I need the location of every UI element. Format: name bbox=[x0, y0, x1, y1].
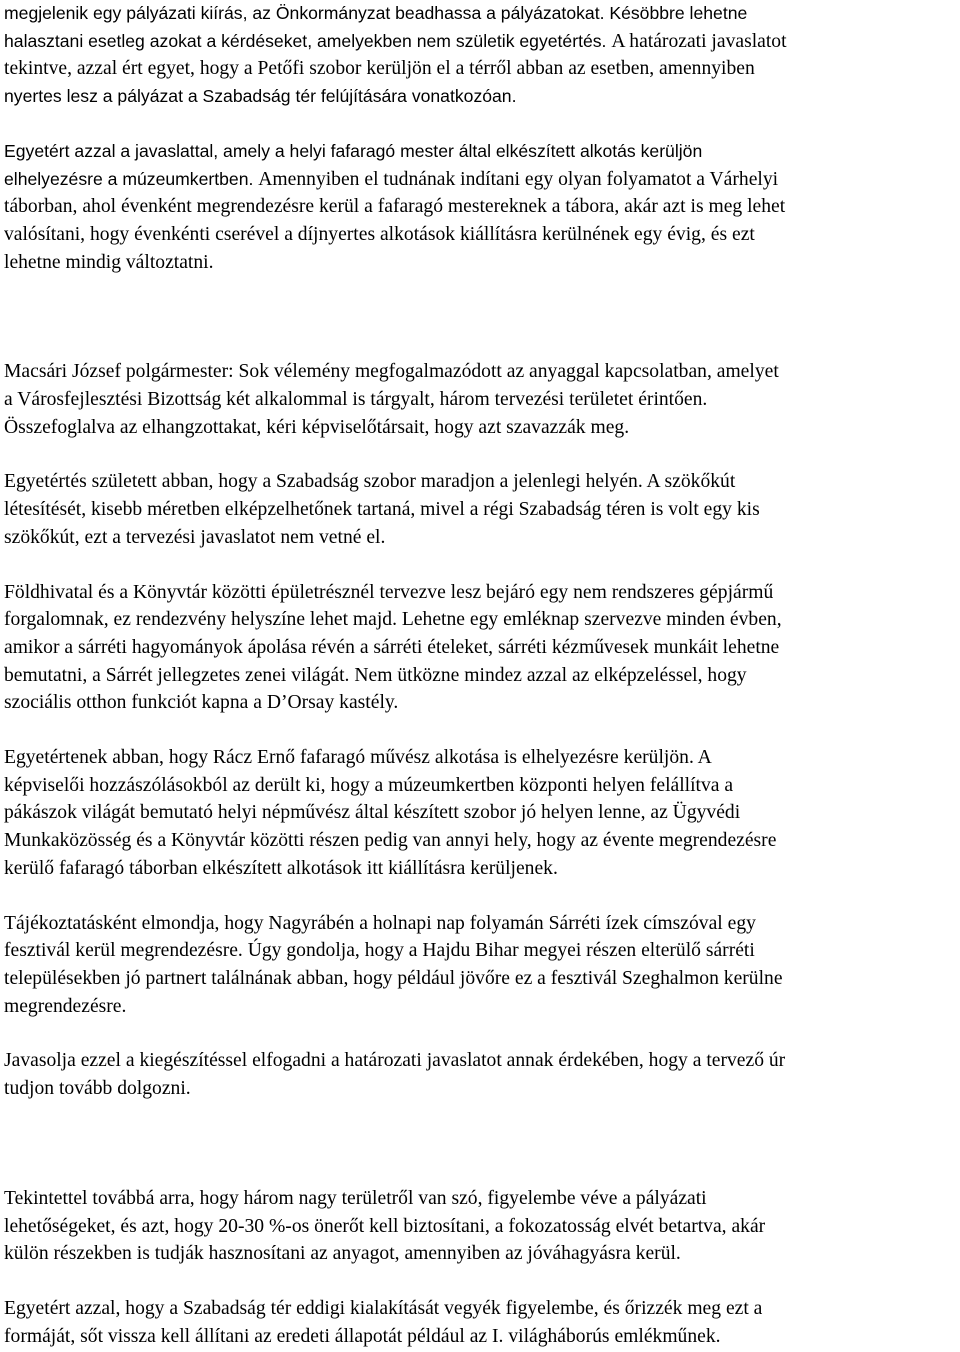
text-segment: Egyetért azzal a javaslattal, amely a helyi fafaragó mester által elkészített alkotás kerüljön bbox=[4, 140, 703, 161]
text-segment: Amennyiben el tudnának indítani egy olyan folyamatot a Várhelyi bbox=[258, 168, 779, 190]
text-segment: Egyetértés született abban, hogy a Szabadság szobor maradjon a jelenlegi helyén. A szökőkút bbox=[4, 471, 736, 493]
paragraph bbox=[4, 579, 958, 718]
text-line bbox=[4, 689, 958, 717]
text-line bbox=[4, 358, 958, 386]
text-segment: nyertes lesz a pályázat a Szabadság tér felújítására vonatkozóan. bbox=[4, 86, 517, 107]
text-line bbox=[4, 827, 958, 855]
text-line bbox=[4, 993, 958, 1021]
text-segment: Munkaközösség és a Könyvtár közötti részen pedig van annyi hely, hogy az évente megrendezésre bbox=[4, 830, 777, 852]
text-line bbox=[4, 1213, 958, 1241]
text-line bbox=[4, 937, 958, 965]
text-line bbox=[4, 965, 958, 993]
text-line bbox=[4, 579, 958, 607]
paragraph-spacer bbox=[4, 1020, 958, 1047]
paragraph-spacer bbox=[4, 111, 958, 138]
text-segment: tudjon tovább dolgozni. bbox=[4, 1078, 191, 1100]
paragraph bbox=[4, 744, 958, 883]
paragraph bbox=[4, 358, 958, 441]
text-line bbox=[4, 744, 958, 772]
paragraph bbox=[4, 1047, 958, 1102]
text-line bbox=[4, 524, 958, 552]
text-line bbox=[4, 1075, 958, 1103]
document-page bbox=[4, 0, 958, 1350]
text-segment: a Városfejlesztési Bizottság két alkalommal is tárgyalt, három tervezési területet érintően. bbox=[4, 389, 708, 411]
text-segment: Tekintettel továbbá arra, hogy három nagy területről van szó, figyelembe véve a pályázati bbox=[4, 1187, 707, 1209]
text-segment: Javasolja ezzel a kiegészítéssel elfogadni a határozati javaslatot annak érdekében, hogy a tervező úr bbox=[4, 1050, 786, 1072]
text-segment: Egyetért azzal, hogy a Szabadság tér eddigi kialakítását vegyék figyelembe, és őrizzék meg ezt a bbox=[4, 1297, 763, 1319]
text-line bbox=[4, 55, 958, 83]
text-line bbox=[4, 0, 958, 28]
text-line bbox=[4, 193, 958, 221]
text-segment: Egyetértenek abban, hogy Rácz Ernő fafaragó művész alkotása is elhelyezésre kerüljön. A bbox=[4, 747, 712, 769]
paragraph-spacer bbox=[4, 1103, 958, 1185]
text-segment: pákászok világát bemutató helyi népművész által készített szobor jó helyen lenne, az Ügyvédi bbox=[4, 802, 741, 824]
text-line bbox=[4, 496, 958, 524]
paragraph bbox=[4, 1295, 958, 1350]
text-segment: Macsári József polgármester: Sok vélemény megfogalmazódott az anyaggal kapcsolatban, amelyet bbox=[4, 361, 779, 383]
paragraph-spacer bbox=[4, 552, 958, 579]
text-segment: lehetőségeket, és azt, hogy 20-30 %-os önerőt kell biztosítani, a fokozatosság elvét betartva, akár bbox=[4, 1215, 766, 1237]
text-line bbox=[4, 221, 958, 249]
paragraph-spacer bbox=[4, 883, 958, 910]
text-segment: külön részekben is tudják hasznosítani az anyagot, amennyiben az jóváhagyásra kerül. bbox=[4, 1243, 681, 1265]
text-line bbox=[4, 1323, 958, 1351]
text-segment: táborban, ahol évenként megrendezésre kerül a fafaragó mestereknek a tábora, akár azt is meg lehet bbox=[4, 196, 786, 218]
text-segment: valósítani, hogy évenkénti cserével a díjnyertes alkotások kiállításra kerülnének egy évig, és ezt bbox=[4, 223, 755, 245]
text-segment: halasztani esetleg azokat a kérdéseket, amelyekben nem születik egyetértés. bbox=[4, 30, 612, 51]
text-segment: szociális otthon funkciót kapna a D’Orsay kastély. bbox=[4, 692, 399, 714]
text-segment: formáját, sőt vissza kell állítani az eredeti állapotát például az I. világháborús emlékműnek. bbox=[4, 1325, 721, 1347]
text-line bbox=[4, 386, 958, 414]
paragraph-spacer bbox=[4, 276, 958, 358]
text-segment: bemutatni, a Sárrét jellegzetes zenei világát. Nem ütközne mindez azzal az elképzeléssel, hogy bbox=[4, 664, 747, 686]
text-segment: elhelyezésre a múzeumkertben. bbox=[4, 168, 259, 189]
text-line bbox=[4, 249, 958, 277]
text-segment: lehetne mindig változtatni. bbox=[4, 251, 214, 273]
text-line bbox=[4, 166, 958, 194]
text-segment: szökőkút, ezt a tervezési javaslatot nem vetné el. bbox=[4, 526, 386, 548]
text-line bbox=[4, 662, 958, 690]
text-segment: megjelenik egy pályázati kiírás, az Önkormányzat beadhassa a pályázatokat. Késöbbre lehetne bbox=[4, 3, 748, 23]
paragraph bbox=[4, 1185, 958, 1268]
text-segment: forgalomnak, ez rendezvény helyszíne lehet majd. Lehetne egy emléknap szervezve minden évben, bbox=[4, 609, 782, 631]
text-line bbox=[4, 1047, 958, 1075]
text-segment: Földhivatal és a Könyvtár közötti épületrésznél tervezve lesz bejáró egy nem rendszeres gépjármű bbox=[4, 581, 774, 603]
paragraph-spacer bbox=[4, 1268, 958, 1295]
paragraph bbox=[4, 910, 958, 1021]
text-segment: kerülő fafaragó táborban elkészített alkotások itt kiállításra kerüljenek. bbox=[4, 857, 558, 879]
text-line bbox=[4, 634, 958, 662]
text-line bbox=[4, 772, 958, 800]
text-segment: fesztivál kerül megrendezésre. Úgy gondolja, hogy a Hajdu Bihar megyei részen elterülő sárréti bbox=[4, 940, 755, 962]
text-line bbox=[4, 910, 958, 938]
text-line bbox=[4, 855, 958, 883]
text-line bbox=[4, 28, 958, 56]
paragraph bbox=[4, 468, 958, 551]
text-segment: településekben jó partnert találnának abban, hogy például jövőre ez a fesztivál Szeghalmon kerülne bbox=[4, 967, 783, 989]
text-line bbox=[4, 1240, 958, 1268]
paragraph bbox=[4, 138, 958, 277]
text-segment: megrendezésre. bbox=[4, 995, 127, 1017]
text-line bbox=[4, 414, 958, 442]
text-segment: amikor a sárréti hagyományok ápolása révén a sárréti ételeket, sárréti kézművesek munkáit lehetne bbox=[4, 636, 780, 658]
text-line bbox=[4, 468, 958, 496]
text-segment: létesítését, kisebb méretben elképzelhetőnek tartaná, mivel a régi Szabadság téren is volt egy kis bbox=[4, 499, 760, 521]
paragraph-spacer bbox=[4, 441, 958, 468]
paragraph-spacer bbox=[4, 717, 958, 744]
text-line bbox=[4, 138, 958, 166]
text-segment: Tájékoztatásként elmondja, hogy Nagyrábén a holnapi nap folyamán Sárréti ízek címszóval egy bbox=[4, 912, 756, 934]
text-line bbox=[4, 799, 958, 827]
text-line bbox=[4, 1185, 958, 1213]
text-segment: A határozati javaslatot bbox=[611, 30, 787, 52]
text-line bbox=[4, 1295, 958, 1323]
text-line bbox=[4, 606, 958, 634]
text-segment: Összefoglalva az elhangzottakat, kéri képviselőtársait, hogy azt szavazzák meg. bbox=[4, 416, 630, 438]
text-segment: képviselői hozzászólásokból az derült ki, hogy a múzeumkertben központi helyen felállítva a bbox=[4, 774, 734, 796]
paragraph bbox=[4, 0, 958, 111]
text-segment: tekintve, azzal ért egyet, hogy a Petőfi szobor kerüljön el a térről abban az esetben, amennyiben bbox=[4, 58, 755, 80]
text-line bbox=[4, 83, 958, 111]
